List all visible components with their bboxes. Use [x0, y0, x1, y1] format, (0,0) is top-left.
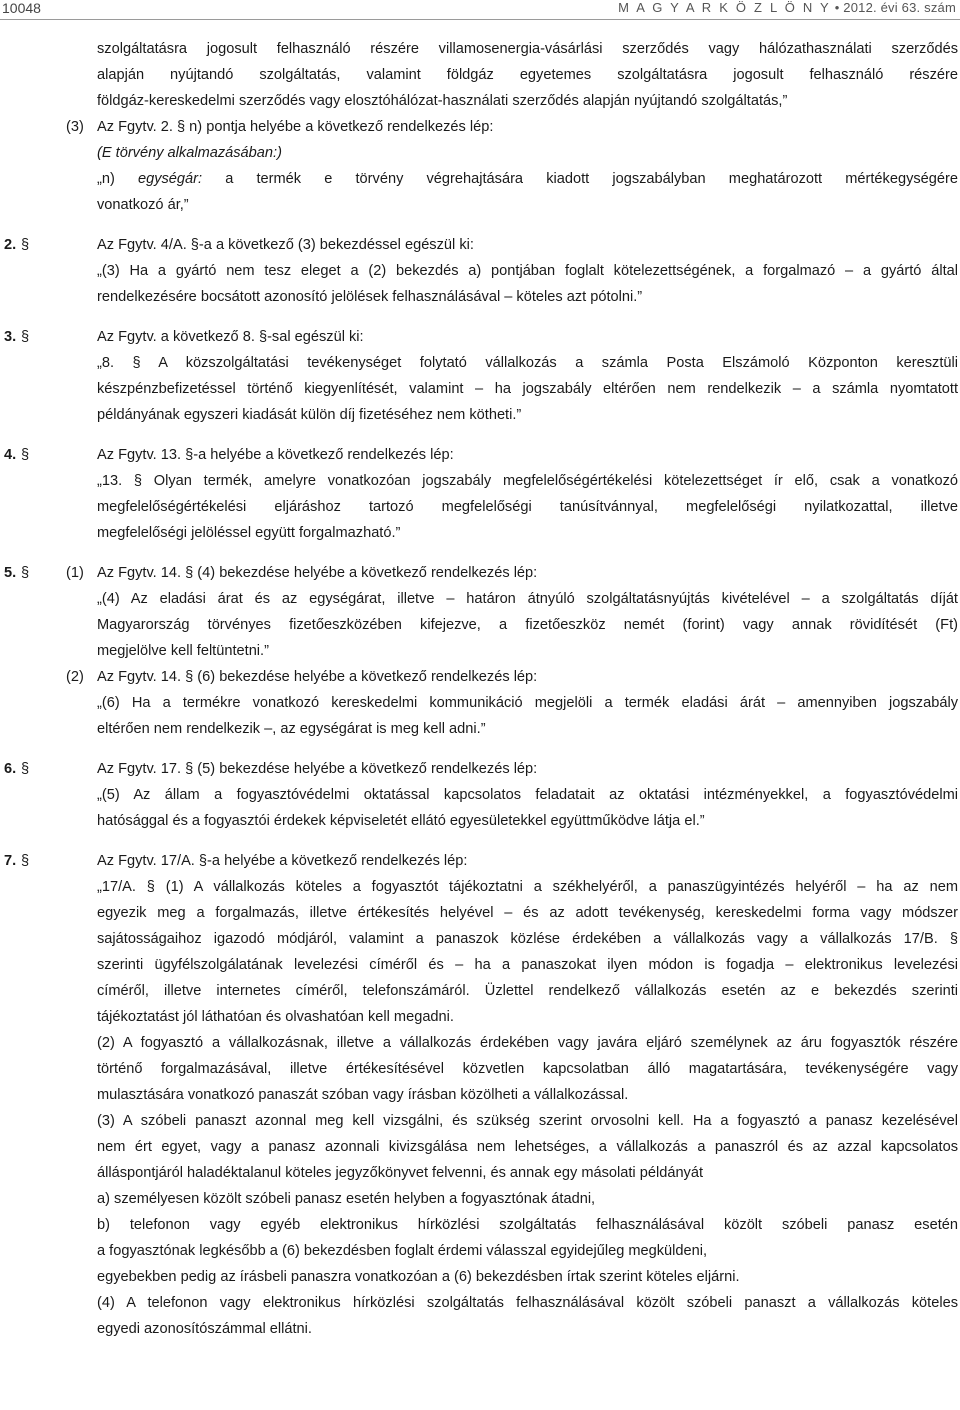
- section-symbol: §: [21, 447, 30, 463]
- text-line: „(6) Ha a termékre vonatkozó kereskedelmi kommunikáció megjelöli a termék eladási árát – amennyiben jogszabály: [97, 695, 958, 711]
- section-number: 2.: [4, 237, 17, 253]
- text-line: Az Fgytv. 14. § (4) bekezdése helyébe a következő rendelkezés lép:: [97, 565, 538, 581]
- text-span: „n): [97, 171, 138, 187]
- text-line: Az Fgytv. 17. § (5) bekezdése helyébe a következő rendelkezés lép:: [97, 761, 538, 777]
- section-symbol: §: [21, 761, 30, 777]
- text-line: megfelelőségi jelöléssel együtt forgalmazható.”: [97, 525, 401, 541]
- text-line: címéről, illetve internetes címéről, telefonszámáról. Üzlettel rendelkező vállalkozás esetén az e bekezdés szerinti: [97, 983, 958, 999]
- section-2: [0, 232, 960, 310]
- text-line: a) személyesen közölt szóbeli panasz esetén helyben a fogyasztónak átadni,: [97, 1191, 596, 1207]
- text-line: Az Fgytv. 4/A. §-a a következő (3) bekezdéssel egészül ki:: [97, 237, 474, 253]
- section-number: 4.: [4, 447, 17, 463]
- subsection-2: [66, 664, 958, 742]
- text-line: „8. § A közszolgáltatási tevékenységet folytató vállalkozás a számla Posta Elszámoló Központon keresztüli: [97, 355, 958, 371]
- page-number: 10048: [2, 0, 41, 16]
- section-number: 7.: [4, 853, 17, 869]
- text-line: vonatkozó ár,”: [97, 197, 189, 213]
- text-line: a fogyasztónak legkésőbb a (6) bekezdésben foglalt érdemi válasszal egyidejűleg megküldeni,: [97, 1243, 708, 1259]
- subsection-1: [66, 560, 958, 664]
- section-symbol: §: [21, 329, 30, 345]
- text-line: hatósággal és a fogyasztói érdekek képviseletét ellátó egyesületekkel együttműködve látja el.”: [97, 813, 705, 829]
- text-line: egyebekben pedig az írásbeli panaszra vonatkozóan a (6) bekezdésben írtak szerint köteles eljárni.: [97, 1269, 740, 1285]
- text-line: b) telefonon vagy egyéb elektronikus hírközlési szolgáltatás felhasználásával közölt szóbeli panasz esetén: [97, 1217, 958, 1233]
- text-line: nem ért egyet, vagy a panasz azonnali kivizsgálása nem lehetséges, a vállalkozás a panaszról és az azzal kapcsolatos: [97, 1139, 958, 1155]
- text-line: (3) A szóbeli panaszt azonnal meg kell vizsgálni, és szükség szerint orvosolni kell. Ha a fogyasztó a panasz kezelésével: [97, 1113, 958, 1129]
- text-span: a termék e törvény végrehajtására kiadott jogszabályban meghatározott mértékegységére: [202, 171, 958, 187]
- text-line: megjelölve kell feltüntetni.”: [97, 643, 269, 659]
- header-bullet: •: [834, 0, 840, 15]
- text-line: történő forgalmazásával, illetve értékesítésével közvetlen kapcsolatban álló magatartására, tevékenységére vagy: [97, 1061, 958, 1077]
- section-5: [0, 560, 960, 742]
- text-line: Az Fgytv. 14. § (6) bekezdése helyébe a következő rendelkezés lép:: [97, 669, 538, 685]
- section-number: 3.: [4, 329, 17, 345]
- running-head: [618, 0, 956, 15]
- text-line: mulasztására vonatkozó panaszát szóban vagy írásban közölheti a vállalkozással.: [97, 1087, 629, 1103]
- journal-name: M A G Y A R K Ö Z L Ö N Y: [618, 0, 831, 15]
- text-line: példányának egyszeri kiadását külön díj fizetéséhez nem kötheti.”: [97, 407, 522, 423]
- text-line: [97, 166, 958, 192]
- subsection-number: (2): [66, 669, 84, 685]
- issue-number: 2012. évi 63. szám: [843, 0, 956, 15]
- section-number: 6.: [4, 761, 17, 777]
- text-line: szerinti ügyfélszolgálatának levelezési címéről és – ha a panaszokat ilyen módon is fogadja – elektronikus levelezési: [97, 957, 958, 973]
- spacer: [0, 742, 960, 756]
- text-line: alapján nyújtandó szolgáltatás, valamint földgáz egyetemes szolgáltatásra jogosult felhasználó részére: [97, 67, 958, 83]
- spacer: [0, 546, 960, 560]
- subsection-number: (3): [66, 119, 84, 135]
- text-line: Az Fgytv. 2. § n) pontja helyébe a következő rendelkezés lép:: [97, 119, 494, 135]
- section-4: [0, 442, 960, 546]
- spacer: [0, 218, 960, 232]
- text-line: „17/A. § (1) A vállalkozás köteles a fogyasztót tájékoztatni a székhelyéről, a panaszügyintézés helyéről – ha az nem: [97, 879, 958, 895]
- text-line: megfelelőségértékelési eljáráshoz tartozó megfelelőségi tanúsítvánnyal, megfelelőségi nyilatkozattal, illetve: [97, 499, 958, 515]
- section-symbol: §: [21, 853, 30, 869]
- text-line: Az Fgytv. 17/A. §-a helyébe a következő rendelkezés lép:: [97, 853, 468, 869]
- text-line: rendelkezésére bocsátott azonosító jelölések felhasználásával – köteles azt pótolni.”: [97, 289, 643, 305]
- text-line: sajátosságaihoz igazodó módjáról, valamint a panaszok közlése érdekében a vállalkozás vagy a vállalkozás 17/B. §: [97, 931, 958, 947]
- text-line: eltérően nem rendelkezik –, az egységárat is meg kell adni.”: [97, 721, 486, 737]
- text-line: „(5) Az állam a fogyasztóvédelmi oktatással kapcsolatos feladatait az oktatási intézményekkel, a fogyasztóvédelmi: [97, 787, 958, 803]
- intro-paragraph: [0, 36, 960, 114]
- text-line: Az Fgytv. a következő 8. §-sal egészül ki:: [97, 329, 364, 345]
- section-symbol: §: [21, 565, 30, 581]
- section-number: 5.: [4, 565, 17, 581]
- text-line: egyedi azonosítószámmal ellátni.: [97, 1321, 312, 1337]
- text-line: egyezik meg a forgalmazás, illetve értékesítés helyével – és az adott tevékenység, kereskedelmi forma vagy módszer: [97, 905, 958, 921]
- text-line: „(4) Az eladási árat és az egységárat, illetve – határon átnyúló szolgáltatásnyújtás kivételével – a szolgáltatás díját: [97, 591, 958, 607]
- text-line: földgáz-kereskedelmi szerződés vagy elosztóhálózat-használati szerződés alapján nyújtandó szolgáltatás,”: [97, 93, 788, 109]
- section-6: [0, 756, 960, 834]
- text-line: készpénzbefizetéssel történő kiegyenlítését, valamint – ha jogszabály eltérően nem rendelkezik – a számla nyomtatott: [97, 381, 958, 397]
- subsection-3: [0, 114, 960, 218]
- section-7: [0, 848, 960, 1342]
- text-line: (E törvény alkalmazásában:): [97, 145, 282, 161]
- section-symbol: §: [21, 237, 30, 253]
- text-line: (4) A telefonon vagy elektronikus hírközlési szolgáltatás felhasználásával közölt szóbeli panaszt a vállalkozás köteles: [97, 1295, 958, 1311]
- text-line: Magyarország törvényes fizetőeszközében kifejezve, a fizetőeszköz nemét (forint) vagy annak rövidítését (Ft): [97, 617, 958, 633]
- section-3: [0, 324, 960, 428]
- document-body: [0, 36, 960, 1342]
- text-line: „(3) Ha a gyártó nem tesz eleget a (2) bekezdés a) pontjában foglalt kötelezettségének, a forgalmazó – a gyártó által: [97, 263, 958, 279]
- spacer: [0, 310, 960, 324]
- spacer: [0, 428, 960, 442]
- page-header: [0, 0, 960, 18]
- text-line: tájékoztatást jól láthatóan és olvashatóan kell megadni.: [97, 1009, 454, 1025]
- defined-term: egységár:: [137, 171, 203, 187]
- spacer: [0, 834, 960, 848]
- header-rule: [0, 19, 960, 20]
- text-line: „13. § Olyan termék, amelyre vonatkozóan jogszabály megfelelőségértékelési kötelezettséget ír elő, csak a vonatkozó: [97, 473, 958, 489]
- text-line: (2) A fogyasztó a vállalkozásnak, illetve a vállalkozás érdekében vagy javára eljáró személynek az áru fogyasztók részére: [97, 1035, 958, 1051]
- text-line: szolgáltatásra jogosult felhasználó részére villamosenergia-vásárlási szerződés vagy hálózathasználati szerződés: [97, 41, 958, 57]
- text-line: álláspontjáról haladéktalanul köteles jegyzőkönyvet felvenni, és annak egy másolati példányát: [97, 1165, 704, 1181]
- subsection-number: (1): [66, 565, 84, 581]
- text-line: Az Fgytv. 13. §-a helyébe a következő rendelkezés lép:: [97, 447, 454, 463]
